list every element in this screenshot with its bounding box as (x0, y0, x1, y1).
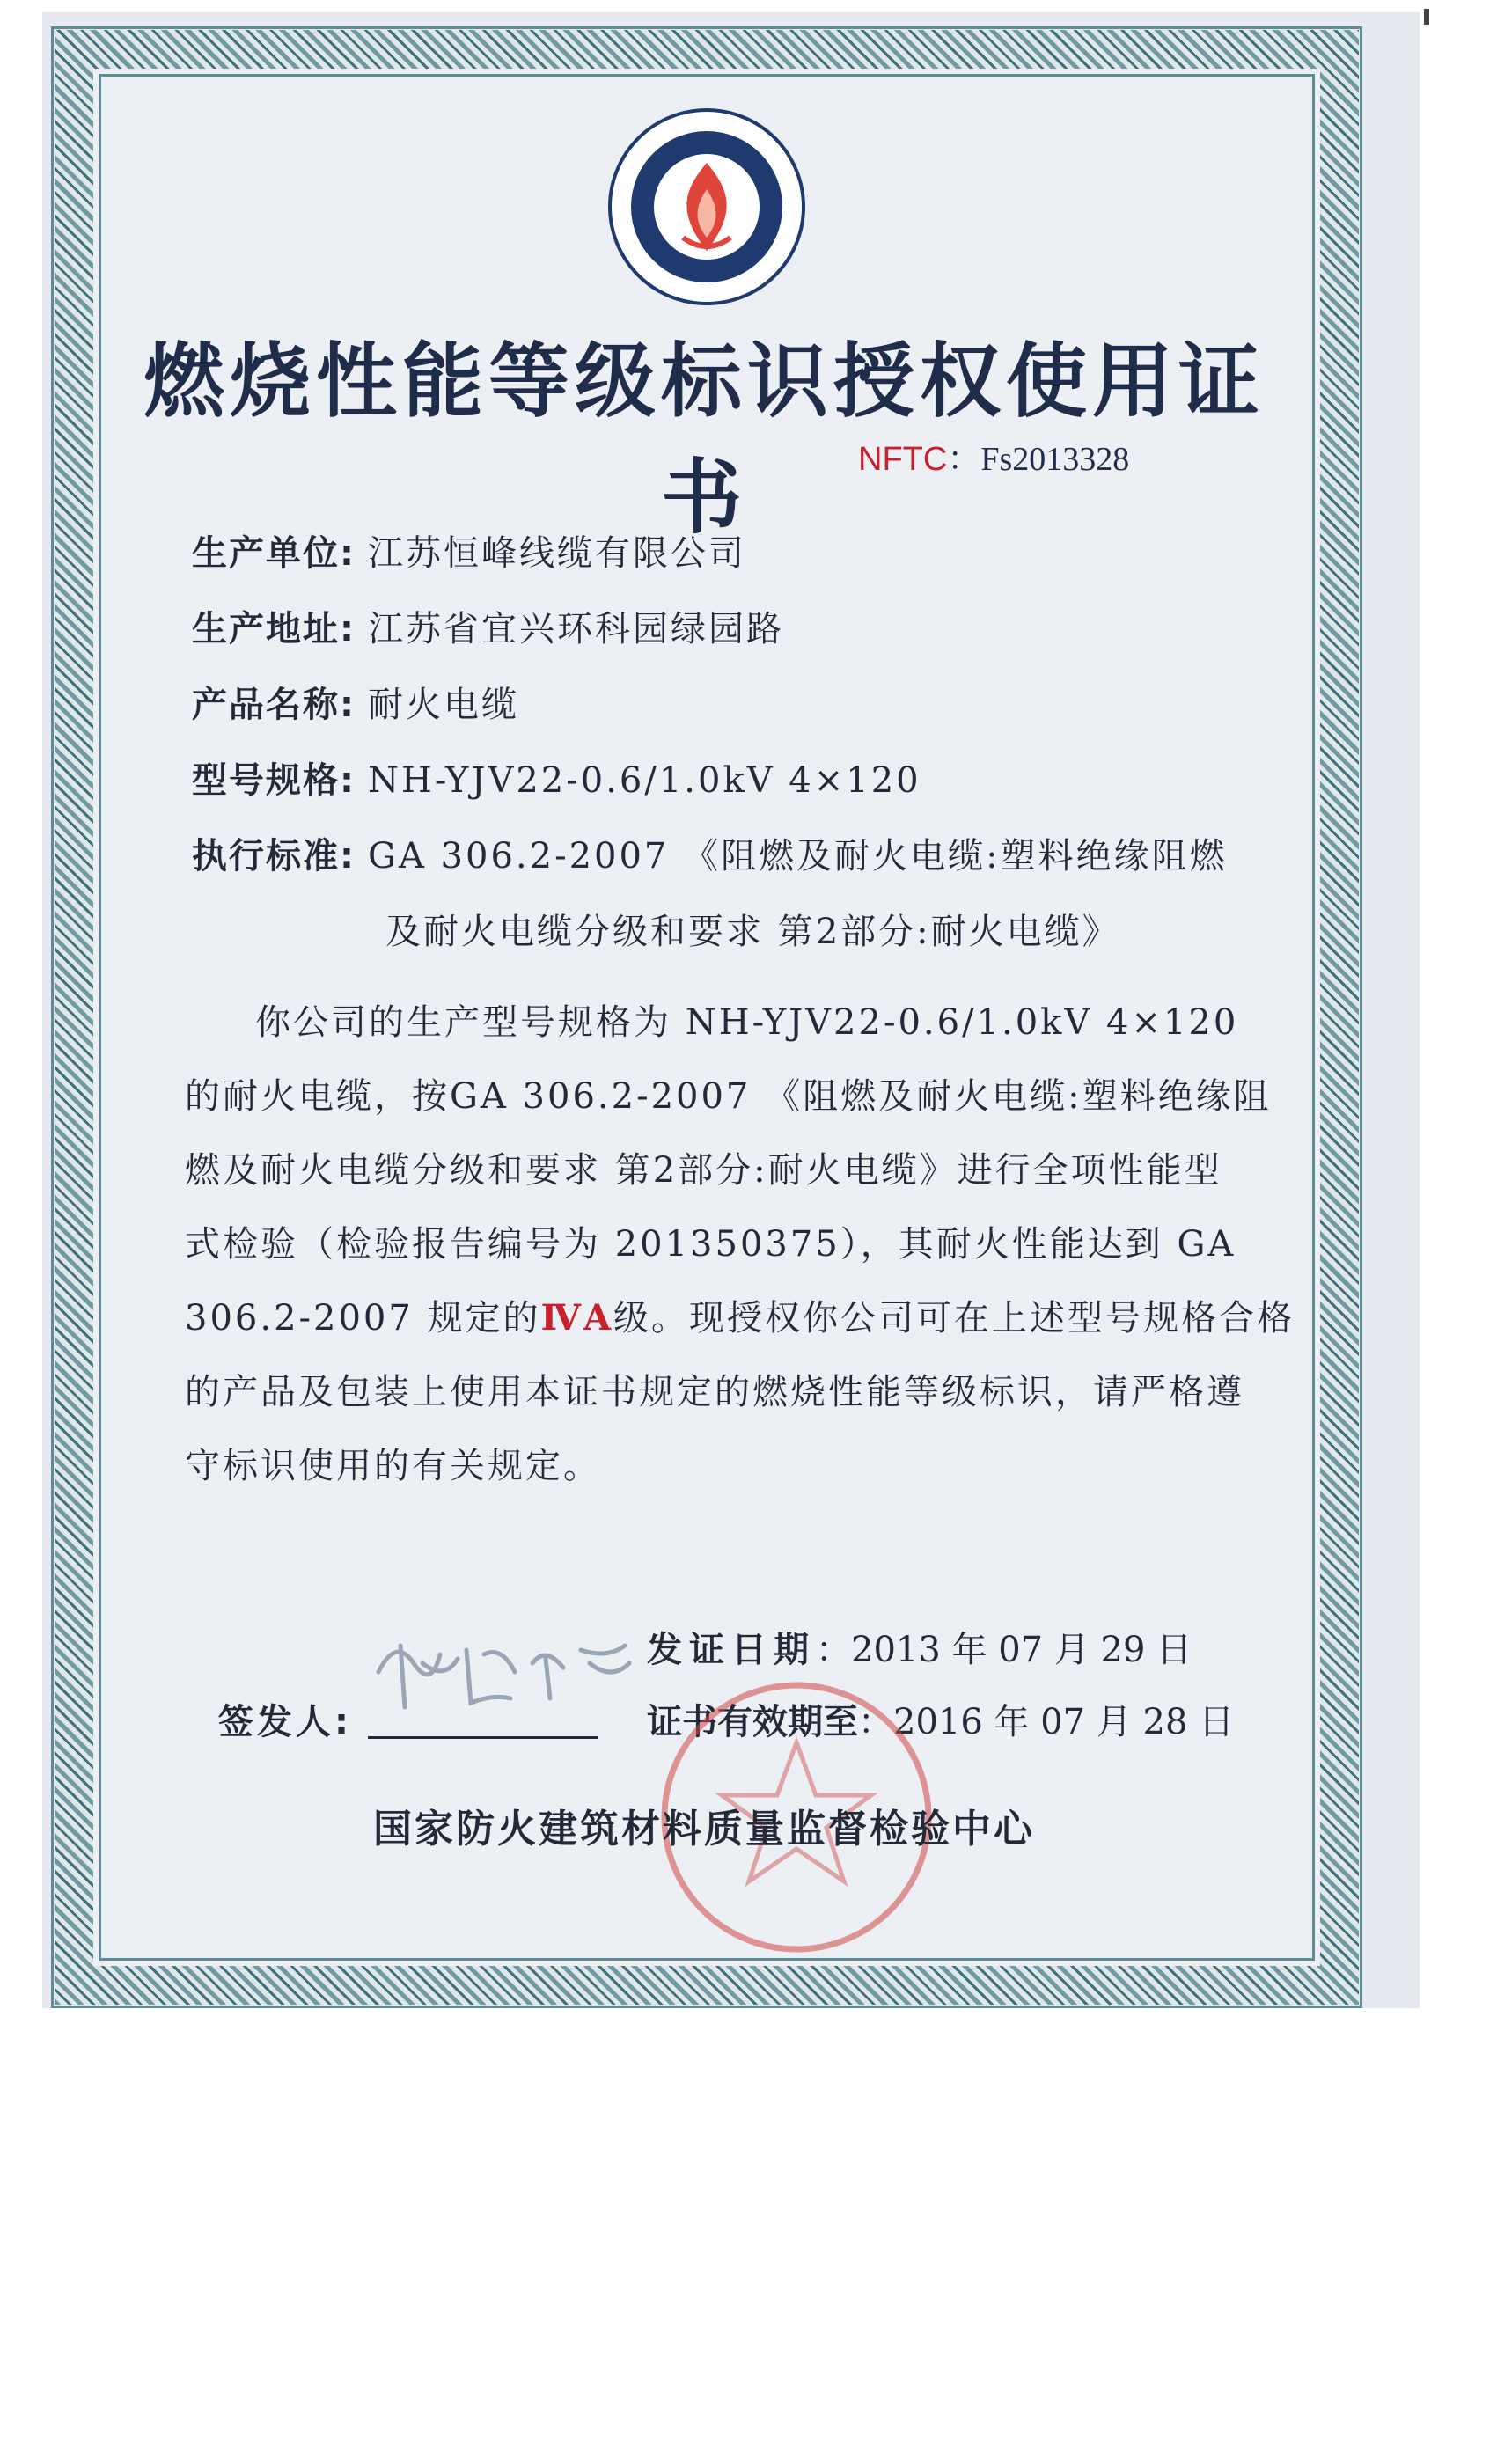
certificate-title: 燃烧性能等级标识授权使用证书 (143, 334, 1265, 545)
valid-until-label: 证书有效期至 (647, 1702, 858, 1742)
standard-value-line1: GA 306.2-2007 《阻燃及耐火电缆:塑料绝缘阻燃 (368, 836, 1228, 876)
body-line: 的耐火电缆，按GA 306.2-2007 《阻燃及耐火电缆:塑料绝缘阻 (185, 1076, 1272, 1117)
certificate-body (185, 986, 1295, 1503)
signature-line (368, 1736, 598, 1739)
standard-label: 执行标准: (192, 836, 356, 876)
body-line (185, 1281, 1295, 1355)
field-address (192, 601, 784, 651)
handwritten-signature (361, 1610, 651, 1725)
field-manufacturer (192, 525, 746, 576)
scan-mark (1424, 9, 1429, 25)
cert-number-prefix: NFTC (858, 441, 948, 478)
body-text-segment: 级。现授权你公司可在上述型号规格合格 (613, 1298, 1295, 1338)
issue-date-separator: ： (816, 1630, 851, 1670)
cert-number-value: Fs2013328 (980, 441, 1130, 478)
product-value: 耐火电缆 (368, 685, 519, 725)
body-text-segment: 306.2-2007 规定的 (185, 1298, 541, 1338)
field-standard (192, 828, 1228, 878)
address-label: 生产地址: (192, 609, 356, 649)
certificate-number (858, 431, 1129, 480)
issuing-authority: 国家防火建筑材料质量监督检验中心 (373, 1807, 1035, 1852)
valid-until-value: 2016 年 07 月 28 日 (893, 1702, 1235, 1742)
body-line: 守标识使用的有关规定。 (185, 1446, 601, 1486)
cert-number-separator: ： (947, 441, 981, 478)
product-label: 产品名称: (192, 685, 356, 725)
field-model (192, 752, 921, 803)
address-value: 江苏省宜兴环科园绿园路 (368, 609, 784, 649)
model-value: NH-YJV22-0.6/1.0kV 4×120 (368, 760, 921, 801)
issue-date-value: 2013 年 07 月 29 日 (851, 1630, 1192, 1670)
manufacturer-label: 生产单位: (192, 533, 356, 574)
valid-until-separator: ： (858, 1702, 893, 1742)
standard-value-line2: 及耐火电缆分级和要求 第2部分:耐火电缆》 (385, 912, 1120, 952)
nftc-emblem-logo (605, 106, 808, 308)
body-line: 燃及耐火电缆分级和要求 第2部分:耐火电缆》进行全项性能型 (185, 1150, 1222, 1191)
body-line: 的产品及包装上使用本证书规定的燃烧性能等级标识，请严格遵 (185, 1372, 1244, 1412)
field-product (192, 677, 519, 727)
issue-date-label: 发证日期 (647, 1630, 816, 1670)
fire-resistance-grade: ⅣA (540, 1297, 613, 1338)
model-label: 型号规格: (192, 760, 356, 801)
manufacturer-value: 江苏恒峰线缆有限公司 (368, 533, 746, 574)
body-line: 式检验（检验报告编号为 201350375），其耐火性能达到 GA (185, 1224, 1236, 1265)
issue-date (647, 1622, 1192, 1672)
body-line: 你公司的生产型号规格为 NH-YJV22-0.6/1.0kV 4×120 (255, 1002, 1239, 1043)
signer-label: 签发人: (218, 1702, 352, 1742)
